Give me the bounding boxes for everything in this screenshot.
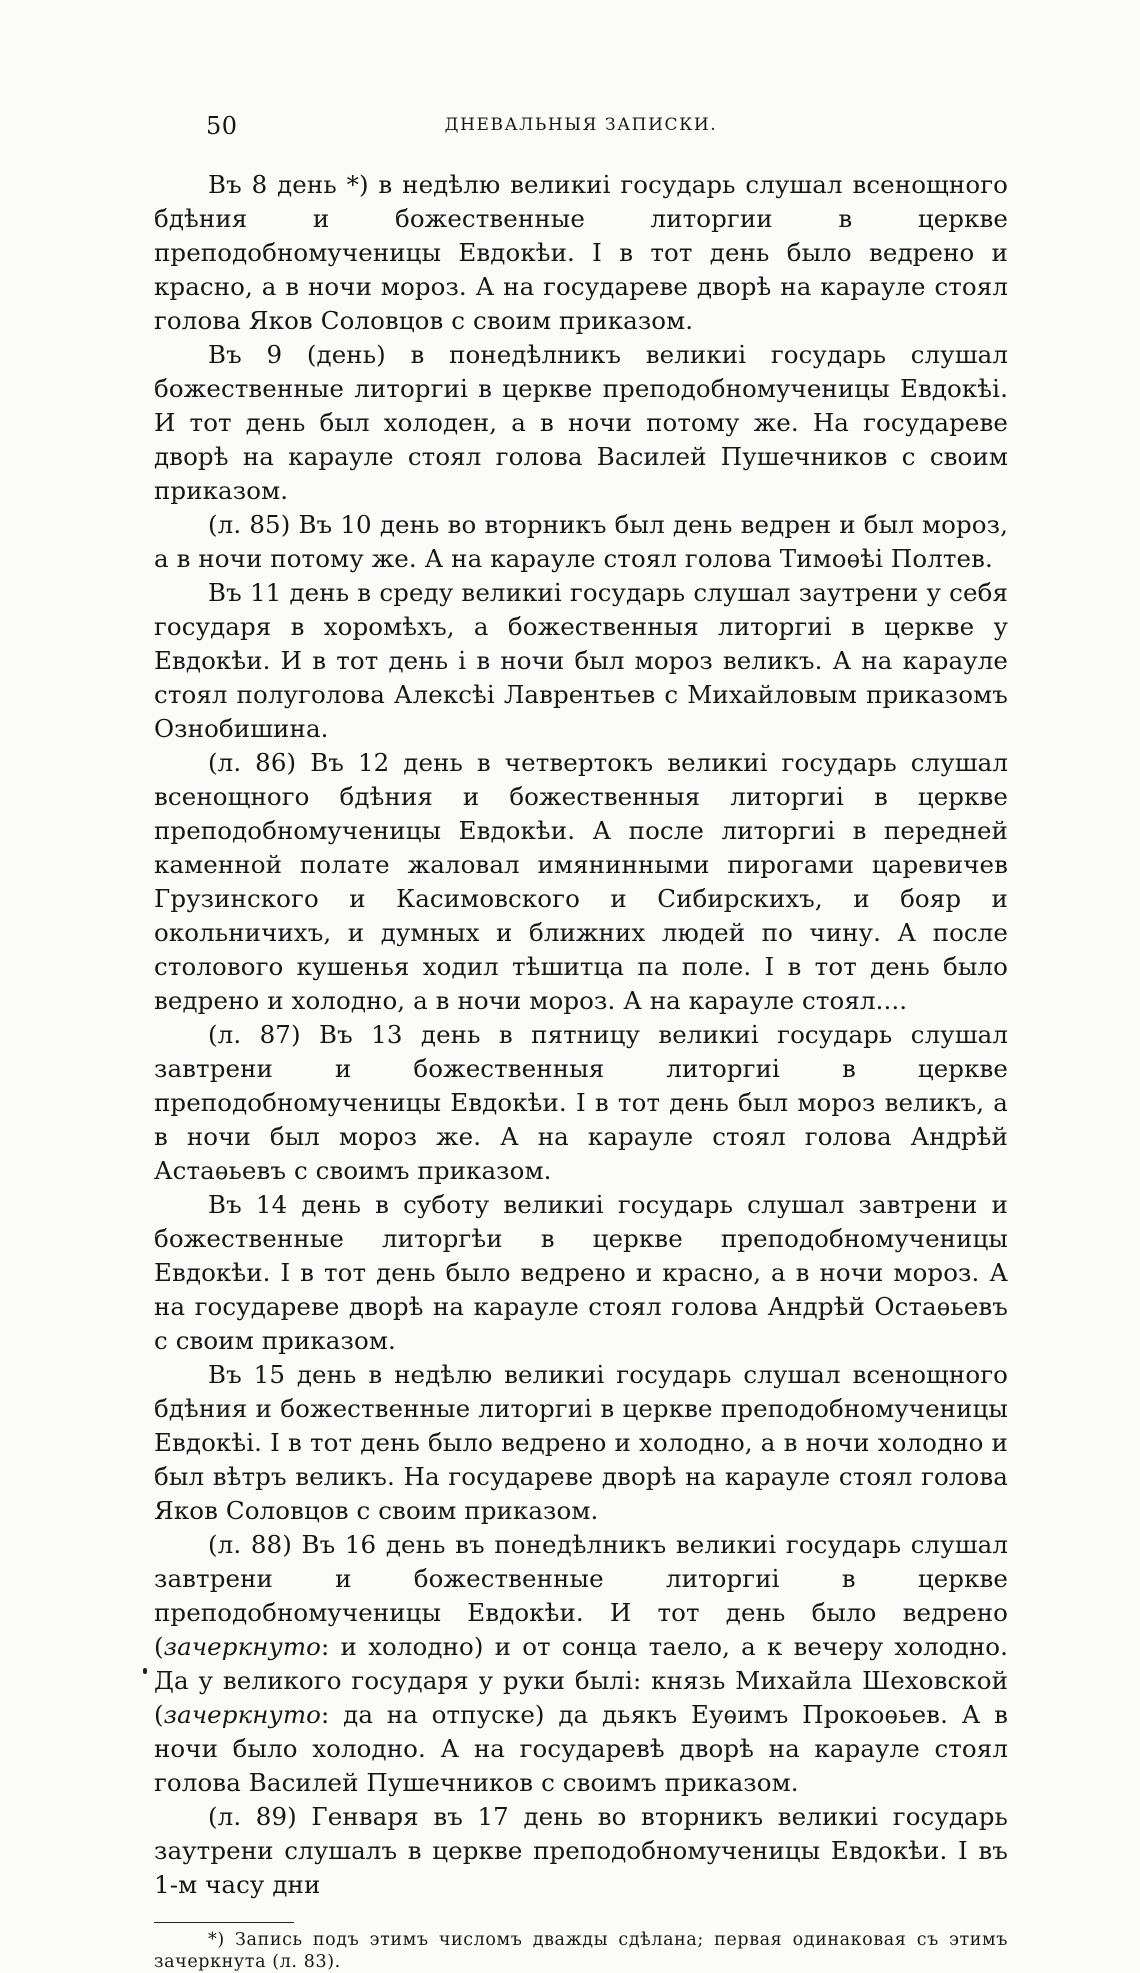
paragraph-day-11: Въ 11 день в среду великиі государь слушал заутрени у себя государя в хоромѣхъ, а божественныя литоргиі в церкве у Евдокѣи. И в тот день і в ночи был мороз великъ. А на карауле стоял полуголова Алексѣі Лаврентьев с Михайловым приказомъ Ознобишина. <box>154 578 1008 743</box>
body-text <box>154 168 1008 1902</box>
italic-note-crossed-out: зачеркнуто <box>163 1632 322 1661</box>
paper-speck <box>143 1668 147 1674</box>
paragraph-day-14: Въ 14 день в суботу великиі государь слушал завтрени и божественные литоргѣи в церкве преподобномученицы Евдокѣи. І в тот день было ведрено и красно, а в ночи мороз. А на государеве дворѣ на карауле стоял голова Андрѣй Остаѳьевъ с своим приказом. <box>154 1190 1008 1355</box>
italic-note-crossed-out: зачеркнуто <box>163 1700 322 1729</box>
paragraph-day-12: (л. 86) Въ 12 день в четвертокъ великиі государь слушал всенощного бдѣния и божественныя литоргиі в церкве преподобномученицы Евдокѣи. А после литоргиі в передней каменной полате жаловал имянинными пирогами царевичев Грузинского и Касимовского и Сибирскихъ, и бояр и окольничихъ, и думных и ближних людей по чину. А после столового кушенья ходил тѣшитца па поле. І в тот день было ведрено и холодно, а в ночи мороз. А на карауле стоял.... <box>154 748 1008 1015</box>
paragraph-day-8: Въ 8 день *) в недѣлю великиі государь слушал всенощного бдѣния и божественные литоргии в церкве преподобномученицы Евдокѣи. І в тот день было ведрено и красно, а в ночи мороз. А на государеве дворѣ на карауле стоял голова Яков Соловцов с своим приказом. <box>154 170 1008 335</box>
paragraph-day-16-part-2: : и холодно) и от сонца таело, а к вечеру холодно. Да у великого государя у руки былі: князь Михайла Шеховской ( <box>154 1632 1008 1729</box>
book-page <box>154 112 1008 1973</box>
paragraph-day-16 <box>154 1528 1008 1800</box>
footnote: *) Запись подъ этимъ числомъ дважды сдѣлана; первая одинаковая съ этимъ зачеркнута (л. 83). <box>154 1930 1008 1972</box>
paragraph-day-16-part-3: : да на отпуске) да дьякъ Еуѳимъ Прокоѳьев. А в ночи было холодно. А на государевѣ дворѣ на карауле стоял голова Василей Пушечников с своимъ приказом. <box>154 1700 1008 1797</box>
paragraph-day-15: Въ 15 день в недѣлю великиі государь слушал всенощного бдѣния и божественные литоргиі в церкве преподобномученицы Евдокѣі. І в тот день было ведрено и холодно, а в ночи холодно и был вѣтръ великъ. На государеве дворѣ на карауле стоял голова Яков Соловцов с своим приказом. <box>154 1360 1008 1525</box>
paragraph-day-10: (л. 85) Въ 10 день во вторникъ был день ведрен и был мороз, а в ночи потому же. А на карауле стоял голова Тимоѳѣі Полтев. <box>154 510 1008 573</box>
footnote-divider <box>154 1922 294 1923</box>
paragraph-day-16-part-1: (л. 88) Въ 16 день въ понедѣлникъ великиі государь слушал завтрени и божественные литоргиі в церкве преподобномученицы Евдокѣи. И тот день было ведрено ( <box>154 1530 1008 1661</box>
page-number: 50 <box>206 112 238 140</box>
paragraph-day-9: Въ 9 (день) в понедѣлникъ великиі государь слушал божественные литоргиі в церкве преподобномученицы Евдокѣі. И тот день был холоден, а в ночи потому же. На государеве дворѣ на карауле стоял голова Василей Пушечников с своим приказом. <box>154 340 1008 505</box>
page-header <box>154 112 1008 148</box>
paragraph-day-17: (л. 89) Генваря въ 17 день во вторникъ великиі государь заутрени слушалъ в церкве преподобномученицы Евдокѣи. І въ 1-м часу дни <box>154 1802 1008 1899</box>
running-title: ДНЕВАЛЬНЫЯ ЗАПИСКИ. <box>444 115 718 135</box>
paragraph-day-13: (л. 87) Въ 13 день в пятницу великиі государь слушал завтрени и божественныя литоргиі в церкве преподобномученицы Евдокѣи. І в тот день был мороз великъ, а в ночи был мороз же. А на карауле стоял голова Андрѣй Астаѳьевъ с своимъ приказом. <box>154 1020 1008 1185</box>
